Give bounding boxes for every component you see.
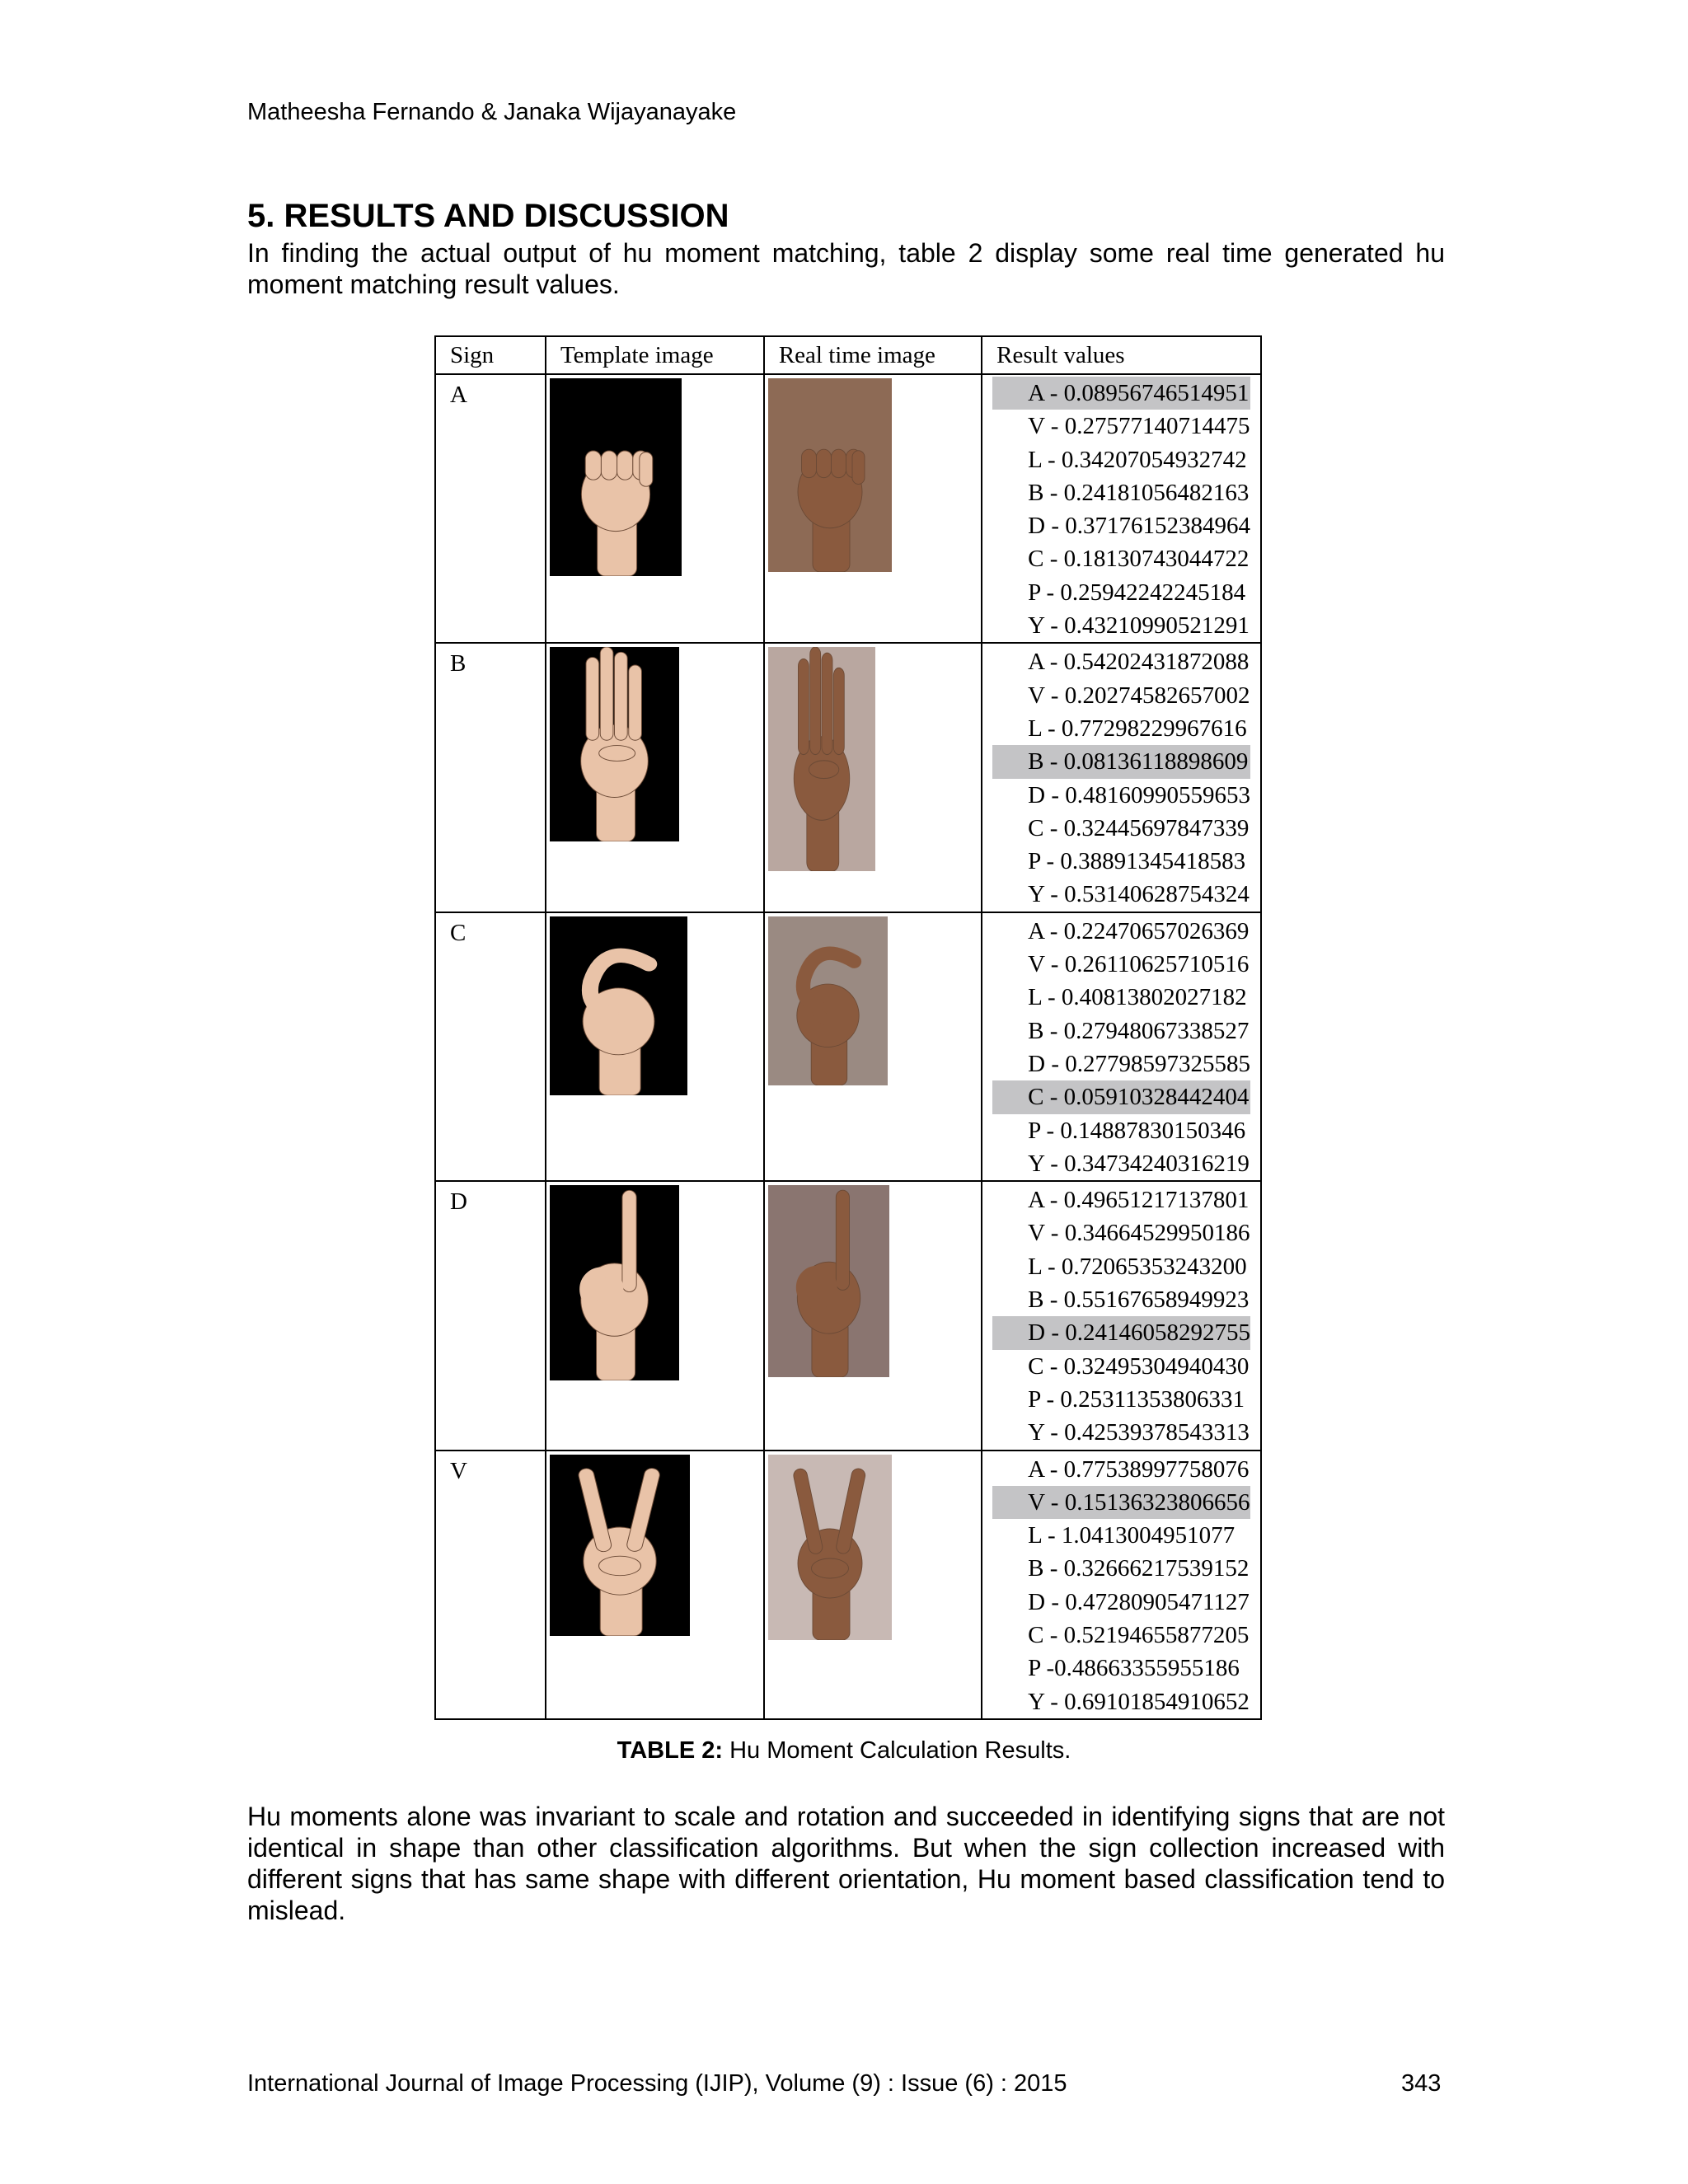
result-value: C - 0.18130743044722 (1028, 546, 1250, 573)
section-heading: 5. RESULTS AND DISCUSSION (247, 198, 729, 234)
template-hand-image (550, 378, 682, 576)
header-sign: Sign (435, 336, 546, 374)
sign-cell: C (435, 912, 546, 1181)
result-value: L - 0.72065353243200 (1028, 1253, 1247, 1280)
result-value: L - 0.77298229967616 (1028, 715, 1247, 742)
table-row (435, 643, 1261, 912)
template-hand-image (550, 1185, 679, 1380)
real-time-image-cell (764, 643, 982, 912)
sign-cell: V (435, 1451, 546, 1719)
table-row (435, 912, 1261, 1181)
footer-journal: International Journal of Image Processing (IJIP), Volume (9) : Issue (6) : 2015 (247, 2070, 1067, 2097)
result-value: V - 0.20274582657002 (1028, 682, 1250, 709)
real-time-image-cell (764, 1451, 982, 1719)
sign-cell: D (435, 1181, 546, 1450)
table-row (435, 1181, 1261, 1450)
result-value: P - 0.14887830150346 (1028, 1117, 1246, 1144)
real-time-hand-image (768, 378, 892, 572)
result-value: B - 0.55167658949923 (1028, 1286, 1250, 1314)
result-value: V - 0.27577140714475 (1028, 413, 1250, 440)
result-value: A - 0.54202431872088 (1028, 649, 1250, 676)
result-value: L - 1.0413004951077 (1028, 1522, 1236, 1549)
table-caption (0, 1737, 1688, 1765)
result-value: B - 0.24181056482163 (1028, 479, 1250, 506)
result-value: D - 0.48160990559653 (1028, 781, 1250, 808)
caption-label: TABLE 2: (617, 1737, 724, 1764)
result-value: Y - 0.34734240316219 (1028, 1150, 1250, 1177)
template-hand-image (550, 1455, 690, 1636)
real-time-image-cell (764, 374, 982, 643)
table-body (435, 374, 1261, 1719)
page-number: 343 (1401, 2070, 1442, 2097)
result-value: P -0.48663355955186 (1028, 1655, 1240, 1682)
template-image-cell (546, 374, 764, 643)
real-time-hand-image (768, 1455, 892, 1640)
result-value: D - 0.47280905471127 (1028, 1588, 1250, 1615)
template-image-cell (546, 1181, 764, 1450)
best-match-result: A - 0.08956746514951 (992, 377, 1250, 410)
sign-cell: A (435, 374, 546, 643)
result-values-cell (982, 643, 1261, 912)
result-value: A - 0.77538997758076 (1028, 1455, 1250, 1483)
best-match-result: C - 0.05910328442404 (992, 1080, 1250, 1113)
result-value: Y - 0.42539378543313 (1028, 1419, 1250, 1446)
template-image-cell (546, 1451, 764, 1719)
real-time-hand-image (768, 916, 888, 1085)
result-value: P - 0.25311353806331 (1028, 1385, 1245, 1413)
results-table (434, 335, 1262, 1720)
template-image-cell (546, 912, 764, 1181)
template-image-cell (546, 643, 764, 912)
results-table-container (434, 335, 1262, 1720)
result-value: Y - 0.43210990521291 (1028, 612, 1250, 640)
result-value: C - 0.32445697847339 (1028, 814, 1250, 841)
result-value: P - 0.25942242245184 (1028, 579, 1246, 606)
result-value: C - 0.52194655877205 (1028, 1621, 1250, 1648)
result-value: B - 0.27948067338527 (1028, 1017, 1250, 1044)
result-value: P - 0.38891345418583 (1028, 848, 1246, 875)
real-time-image-cell (764, 912, 982, 1181)
result-value: A - 0.22470657026369 (1028, 917, 1250, 944)
real-time-hand-image (768, 1185, 889, 1377)
caption-text: Hu Moment Calculation Results. (723, 1737, 1071, 1764)
result-value: B - 0.32666217539152 (1028, 1555, 1250, 1582)
header-template-image: Template image (546, 336, 764, 374)
result-value: D - 0.27798597325585 (1028, 1050, 1250, 1077)
best-match-result: B - 0.08136118898609 (992, 745, 1250, 778)
result-value: Y - 0.53140628754324 (1028, 881, 1250, 908)
best-match-result: D - 0.24146058292755 (992, 1316, 1250, 1349)
result-value: V - 0.26110625710516 (1028, 951, 1250, 978)
result-value: Y - 0.69101854910652 (1028, 1688, 1250, 1715)
intro-paragraph: In finding the actual output of hu moment matching, table 2 display some real time generated hu moment matching result values. (247, 238, 1445, 299)
result-value: C - 0.32495304940430 (1028, 1352, 1250, 1380)
header-result-values: Result values (982, 336, 1261, 374)
result-value: A - 0.49651217137801 (1028, 1187, 1250, 1214)
template-hand-image (550, 647, 679, 841)
result-value: L - 0.34207054932742 (1028, 446, 1247, 473)
result-value: V - 0.34664529950186 (1028, 1220, 1250, 1247)
result-values-cell (982, 1181, 1261, 1450)
result-values-cell (982, 912, 1261, 1181)
best-match-result: V - 0.15136323806656 (992, 1486, 1250, 1519)
template-hand-image (550, 916, 687, 1095)
result-values-cell (982, 1451, 1261, 1719)
result-values-cell (982, 374, 1261, 643)
header-real-time-image: Real time image (764, 336, 982, 374)
real-time-image-cell (764, 1181, 982, 1450)
discussion-paragraph: Hu moments alone was invariant to scale and rotation and succeeded in identifying signs that are not identical in shape than other classification algorithms. But when the sign collection increased with different signs that has same shape with different orientation, Hu moment based classification tend to mislead. (247, 1802, 1445, 1925)
table-row (435, 374, 1261, 643)
real-time-hand-image (768, 647, 875, 871)
result-value: D - 0.37176152384964 (1028, 513, 1250, 540)
result-value: L - 0.40813802027182 (1028, 984, 1247, 1011)
table-row (435, 1451, 1261, 1719)
sign-cell: B (435, 643, 546, 912)
running-header: Matheesha Fernando & Janaka Wijayanayake (247, 99, 737, 125)
table-header-row (435, 336, 1261, 374)
